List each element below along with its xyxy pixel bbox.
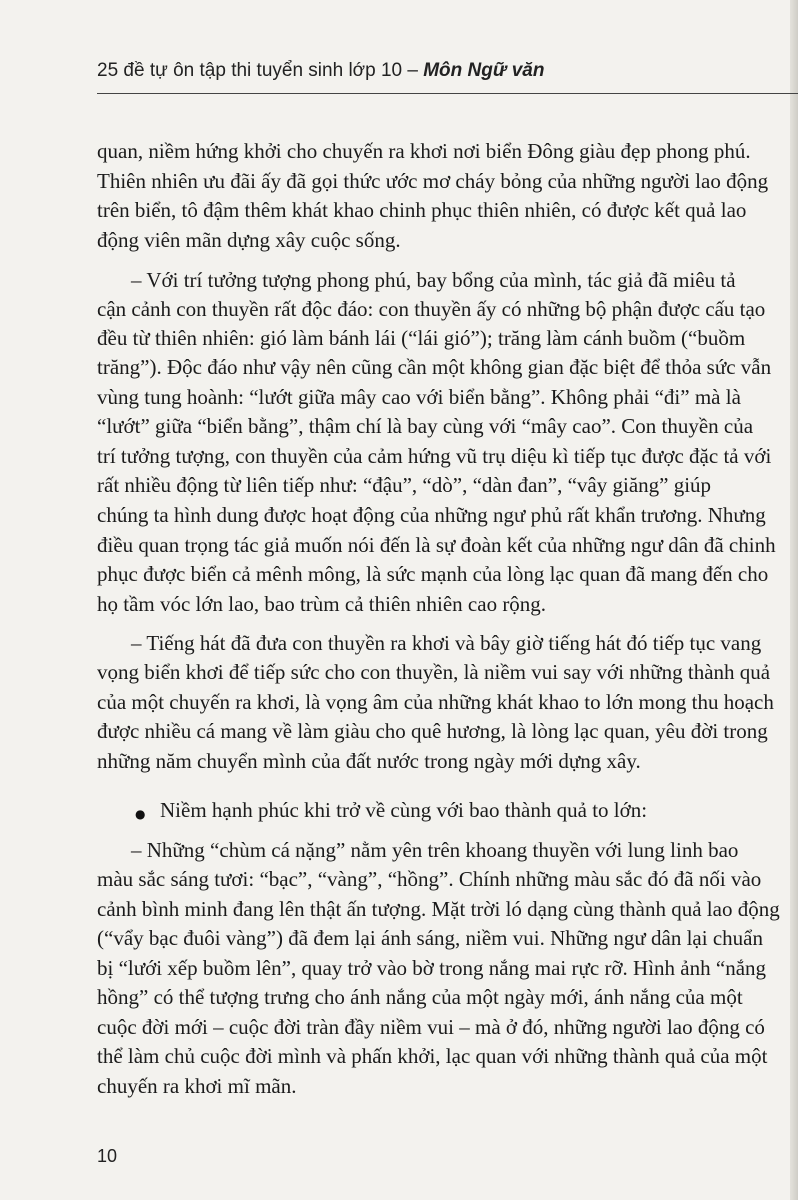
body-line: hồng” có thể tượng trưng cho ánh nắng của một ngày mới, ánh nắng của một [97,985,743,1009]
body-line: (“vẩy bạc đuôi vàng”) đã đem lại ánh sáng, niềm vui. Những ngư dân lại chuẩn [97,926,763,950]
body-line: phục được biển cả mênh mông, là sức mạnh của lòng lạc quan đã mang đến cho [97,562,769,586]
bullet-icon: ● [135,807,146,821]
body-line: Niềm hạnh phúc khi trở về cùng với bao thành quả to lớn: [160,798,648,822]
header-title: 25 đề tự ôn tập thi tuyển sinh lớp 10 – [97,60,418,81]
body-line: thể làm chủ cuộc đời mình và phấn khởi, lạc quan với những thành quả của một [97,1044,768,1068]
body-line: cuộc đời mới – cuộc đời tràn đầy niềm vui – mà ở đó, những người lao động có [97,1015,765,1039]
body-line: quan, niềm hứng khởi cho chuyến ra khơi nơi biển Đông giàu đẹp phong phú. [97,139,751,163]
page-edge [790,0,798,1200]
body-line: “lướt” giữa “biển bằng”, thậm chí là bay cùng với “mây cao”. Con thuyền của [97,414,754,438]
body-line: màu sắc sáng tươi: “bạc”, “vàng”, “hồng”. Chính những màu sắc đó đã nối vào [97,867,762,891]
body-line: được nhiều cá mang về làm giàu cho quê hương, là lòng lạc quan, yêu đời trong [97,719,768,743]
body-line: những năm chuyển mình của đất nước trong ngày mới dựng xây. [97,749,641,773]
page-number: 10 [97,1146,118,1166]
body-line: chúng ta hình dung được hoạt động của những ngư phủ rất khẩn trương. Nhưng [97,503,766,527]
body-line: họ tầm vóc lớn lao, bao trùm cả thiên nhiên cao rộng. [97,592,547,616]
body-line: điều quan trọng tác giả muốn nói đến là sự đoàn kết của những ngư dân đã chinh [97,533,776,557]
body-line: – Tiếng hát đã đưa con thuyền ra khơi và bây giờ tiếng hát đó tiếp tục vang [131,631,762,655]
body-line: đều từ thiên nhiên: gió làm bánh lái (“lái gió”); trăng làm cánh buồm (“buồm [97,326,746,350]
running-header [97,60,544,82]
body-line: trí tưởng tượng, con thuyền của cảm hứng vũ trụ diệu kì tiếp tục được đặc tả với [97,444,772,468]
body-line: cảnh bình minh đang lên thật ấn tượng. Mặt trời ló dạng cùng thành quả lao động [97,897,780,921]
body-line: trăng”). Độc đáo như vậy nên cũng cần một không gian đặc biệt để thỏa sức vẫn [97,355,772,379]
body-line: trên biển, tô đậm thêm khát khao chinh phục thiên nhiên, có được kết quả lao [97,198,747,222]
body-line: – Với trí tưởng tượng phong phú, bay bổng của mình, tác giả đã miêu tả [131,268,736,292]
body-line: cận cảnh con thuyền rất độc đáo: con thuyền ấy có những bộ phận được cấu tạo [97,297,766,321]
body-line: của một chuyến ra khơi, là vọng âm của những khát khao to lớn mong thu hoạch [97,690,774,714]
body-line: chuyến ra khơi mĩ mãn. [97,1074,297,1098]
header-divider [97,93,798,94]
body-line: vùng tung hoành: “lướt giữa mây cao với biển bằng”. Không phải “đi” mà là [97,385,741,409]
body-line: Thiên nhiên ưu đãi ấy đã gọi thức ước mơ cháy bỏng của những người lao động [97,169,769,193]
header-subject: Môn Ngữ văn [423,60,545,81]
body-line: bị “lưới xếp buồm lên”, quay trở vào bờ trong nắng mai rực rỡ. Hình ảnh “nắng [97,956,767,980]
body-line: – Những “chùm cá nặng” nằm yên trên khoang thuyền với lung linh bao [131,838,739,862]
body-line: vọng biển khơi để tiếp sức cho con thuyền, là niềm vui say với những thành quả [97,660,771,684]
body-line: rất nhiều động từ liên tiếp như: “đậu”, “dò”, “dàn đan”, “vây giăng” giúp [97,473,712,497]
body-line: động viên mãn dựng xây cuộc sống. [97,228,401,252]
